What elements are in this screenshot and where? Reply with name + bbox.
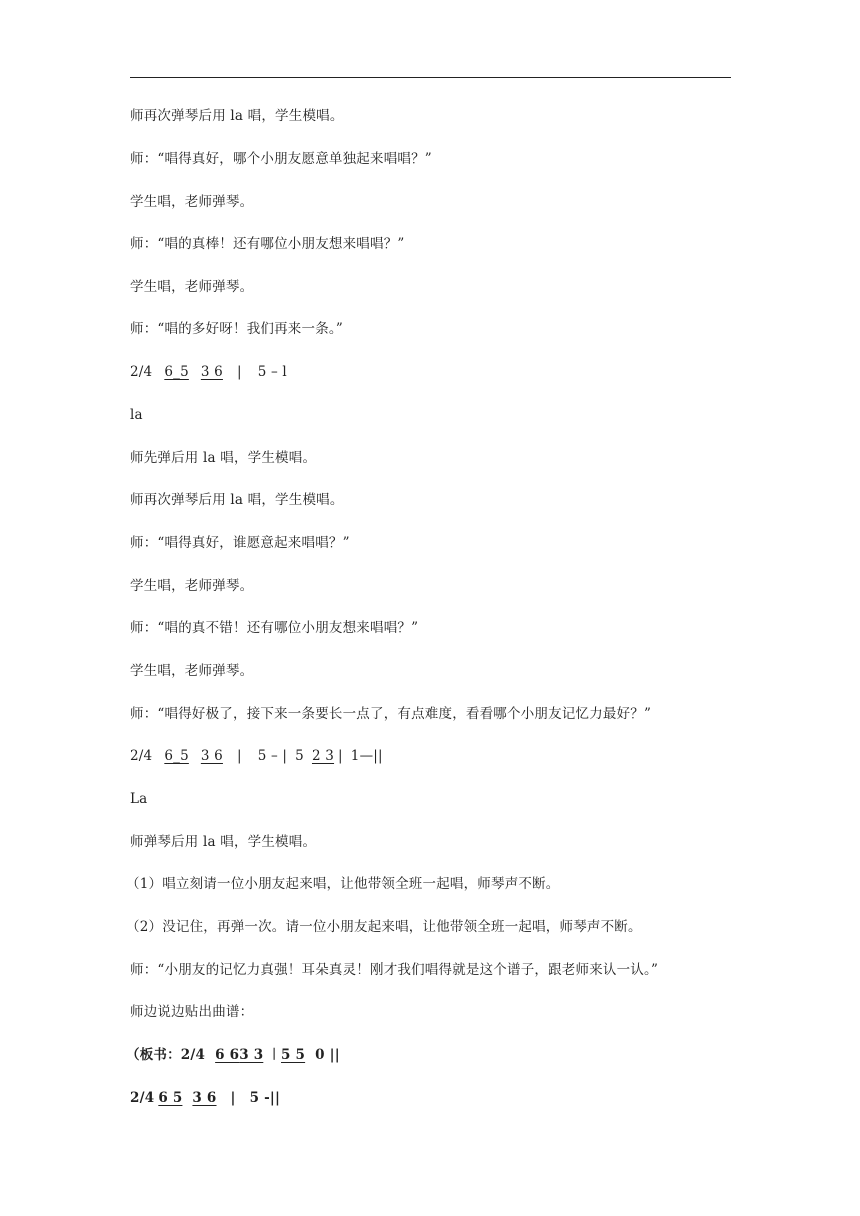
time-signature: 2/4 [130,1090,155,1106]
bar-line: | [338,748,343,764]
note-group: 5 -|| [249,1090,281,1106]
text-line: （1）唱立刻请一位小朋友起来唱，让他带领全班一起唱，师琴声不断。 [126,876,560,892]
text-line: （2）没记住，再弹一次。请一位小朋友起来唱，让他带领全班一起唱，师琴声不断。 [126,919,642,935]
text-line: 师：“唱的多好呀！我们再来一条。” [130,321,343,337]
bar-line: | [236,364,242,380]
text-line: La [130,791,148,807]
text-line: 师先弹后用 la 唱，学生模唱。 [130,450,317,466]
bar-line: ︱ [267,1047,282,1063]
text-line: la [130,407,143,423]
notation-line-2 [130,747,383,765]
bar-line: | [230,1090,236,1106]
text-line: 师：“小朋友的记忆力真强！耳朵真灵！刚才我们唱得就是这个谱子，跟老师来认一认。” [130,962,659,978]
text-line: 师边说边贴出曲谱： [130,1004,254,1020]
text-line: 学生唱，老师弹琴。 [130,194,254,210]
header-rule [130,77,731,78]
notation-line-1 [130,363,287,381]
note-group: 2 3 [311,748,335,764]
text-line: 师弹琴后用 la 唱，学生模唱。 [130,834,317,850]
note-group: 5 [295,748,304,764]
note-group: 1—|| [350,748,383,764]
note-group: 6 5 [158,1090,183,1106]
note-group: 5 5 [281,1047,306,1063]
note-group: 5 – l [257,364,287,380]
note-group: 6_5 [164,748,189,764]
text-line: 师：“唱得好极了，接下来一条要长一点了，有点难度，看看哪个小朋友记忆力最好？” [130,706,652,722]
note-group: 0 || [315,1047,340,1063]
time-signature: 2/4 [130,364,153,380]
text-line: 师：“唱的真不错！还有哪位小朋友想来唱唱？” [130,620,419,636]
board-notation [126,1046,340,1064]
text-line: 师再次弹琴后用 la 唱，学生模唱。 [130,492,344,508]
note-group: 6_5 [164,364,189,380]
final-notation [130,1089,280,1107]
note-group: 6 6 [215,1047,240,1063]
note-group: 5 – | [257,748,288,764]
time-signature: 2/4 [130,748,153,764]
text-line: 师：“唱得真好，谁愿意起来唱唱？” [130,535,350,551]
note-group: 3 6 [192,1090,217,1106]
board-prefix: （板书：2/4 [126,1047,206,1063]
text-line: 师：“唱的真棒！还有哪位小朋友想来唱唱？” [130,236,405,252]
note-group: 3 6 [200,748,223,764]
text-line: 师再次弹琴后用 la 唱，学生模唱。 [130,108,344,124]
text-line: 学生唱，老师弹琴。 [130,279,254,295]
note-group: 3 6 [200,364,223,380]
bar-line: | [236,748,242,764]
text-line: 学生唱，老师弹琴。 [130,578,254,594]
text-line: 学生唱，老师弹琴。 [130,663,254,679]
note-group: 3 3 [239,1047,264,1063]
text-line: 师：“唱得真好，哪个小朋友愿意单独起来唱唱？” [130,151,432,167]
